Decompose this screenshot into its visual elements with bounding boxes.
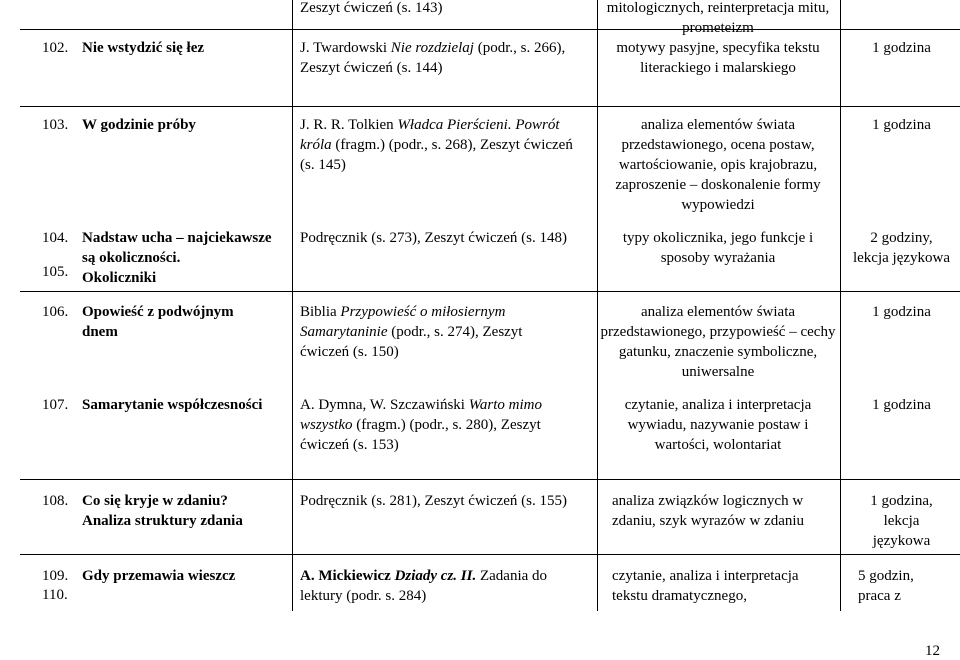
- reading-rest: (podr., s. 274), Zeszyt ćwiczeń (s. 150): [300, 324, 523, 360]
- lesson-number: 108.: [42, 493, 69, 509]
- reading-cell: [300, 228, 596, 248]
- lesson-title-text: Co się kryje w zdaniu? Analiza struktury zdania: [82, 493, 243, 529]
- reading-work: Warto mimo wszystko: [300, 397, 542, 433]
- lesson-title-text: Samarytanie współczesności: [82, 397, 263, 413]
- reading-author: A. Mickiewicz: [300, 568, 395, 584]
- lesson-number: 103.: [42, 117, 69, 133]
- hours-cell: [843, 491, 960, 551]
- topics-cell: [600, 395, 836, 455]
- topics-text: typy okolicznika, jego funkcje i sposoby wyrażania: [622, 230, 814, 266]
- hours-cell: [843, 395, 960, 415]
- reading-text: Podręcznik (s. 281), Zeszyt ćwiczeń (s. 155): [300, 493, 567, 509]
- rule: [840, 0, 841, 611]
- lesson-title: [82, 228, 287, 288]
- reading-cell: [300, 491, 596, 511]
- topics-cell: [600, 0, 836, 38]
- topics-cell: [600, 38, 836, 78]
- topics-text: analiza elementów świata przedstawionego, ocena postaw, wartościowanie, opis krajobrazu, zaproszenie – doskonalenie formy wypowiedzi: [615, 117, 821, 213]
- hours-text: 1 godzina: [872, 397, 931, 413]
- topics-text: mitologicznych, reinterpretacja mitu, prometeizm: [606, 0, 830, 36]
- topics-text: czytanie, analiza i interpretacja wywiadu, nazywanie postaw i wartości, wolontariat: [624, 397, 812, 453]
- hours-text: 2 godziny, lekcja językowa: [852, 230, 951, 266]
- lesson-title: [82, 302, 262, 342]
- hours-text: 1 godzina, lekcja językowa: [870, 493, 933, 549]
- hours-cell: [843, 38, 960, 58]
- reading-work: Przypowieść o miłosiernym Samarytaninie: [300, 304, 506, 340]
- lesson-title: [82, 38, 287, 58]
- hours-cell: [843, 302, 960, 322]
- reading-rest: (fragm.) (podr., s. 280), Zeszyt ćwiczeń (s. 153): [300, 417, 541, 453]
- reading-rest: Zadania do lektury (podr. s. 284): [300, 568, 548, 604]
- lesson-number: 107.: [42, 397, 69, 413]
- reading-cell: [300, 38, 594, 78]
- reading-rest: (podr., s. 266), Zeszyt ćwiczeń (s. 144): [300, 40, 566, 76]
- hours-text: 5 godzin, praca z: [858, 568, 914, 604]
- reading-text: Podręcznik (s. 273), Zeszyt ćwiczeń (s. 148): [300, 230, 567, 246]
- reading-author: A. Dymna, W. Szczawiński: [300, 397, 469, 413]
- hours-text: 1 godzina: [872, 40, 931, 56]
- reading-cell: [300, 0, 590, 18]
- reading-author: Biblia: [300, 304, 341, 320]
- lesson-number: 102.: [42, 40, 69, 56]
- rule: [20, 106, 960, 107]
- lesson-number: 109.: [42, 568, 69, 584]
- lesson-title-text: Okoliczniki: [82, 270, 157, 286]
- topics-text: czytanie, analiza i interpretacja tekstu dramatycznego,: [612, 568, 799, 604]
- topics-cell: [612, 491, 836, 531]
- reading-cell: [300, 302, 575, 362]
- topics-text: analiza elementów świata przedstawionego, przypowieść – cechy gatunku, znaczenie symboliczne, uniwersalne: [600, 304, 836, 380]
- reading-work: Nie rozdzielaj: [390, 40, 474, 56]
- hours-text: 1 godzina: [872, 117, 931, 133]
- reading-work: Dziady cz. II.: [394, 568, 477, 584]
- lesson-title-text: W godzinie próby: [82, 117, 196, 133]
- topics-cell: [600, 115, 836, 215]
- lesson-title: [82, 491, 272, 531]
- rule: [20, 554, 960, 555]
- hours-cell: [858, 566, 948, 606]
- hours-cell: [843, 228, 960, 268]
- reading-rest: (fragm.) (podr., s. 268), Zeszyt ćwiczeń (s. 145): [300, 137, 573, 173]
- lesson-title: [82, 115, 287, 135]
- reading-cell: [300, 566, 585, 606]
- topics-cell: [612, 566, 836, 606]
- rule: [20, 479, 960, 480]
- rule: [292, 0, 293, 611]
- lesson-title-text: Gdy przemawia wieszcz: [82, 568, 236, 584]
- reading-work: Władca Pierścieni. Powrót króla: [300, 117, 560, 153]
- reading-text: Zeszyt ćwiczeń (s. 143): [300, 0, 443, 16]
- topics-text: motywy pasyjne, specyfika tekstu literackiego i malarskiego: [616, 40, 820, 76]
- lesson-number: 106.: [42, 304, 69, 320]
- lesson-title-text: Nie wstydzić się łez: [82, 40, 205, 56]
- lesson-title-text: Opowieść z podwójnym dnem: [82, 304, 234, 340]
- lesson-number: 105.: [42, 264, 69, 280]
- topics-text: analiza związków logicznych w zdaniu, szyk wyrazów w zdaniu: [612, 493, 805, 529]
- reading-cell: [300, 115, 590, 175]
- reading-cell: [300, 395, 572, 455]
- lesson-title: [82, 566, 287, 586]
- page-number: 12: [925, 643, 940, 659]
- lesson-title-text: Nadstaw ucha – najciekawsze są okoliczności.: [82, 230, 272, 266]
- reading-author: J. Twardowski: [300, 40, 391, 56]
- reading-author: J. R. R. Tolkien: [300, 117, 398, 133]
- hours-cell: [843, 115, 960, 135]
- lesson-title: [82, 395, 292, 415]
- lesson-number: 110.: [42, 587, 68, 603]
- hours-text: 1 godzina: [872, 304, 931, 320]
- lesson-number: 104.: [42, 230, 69, 246]
- topics-cell: [600, 302, 836, 382]
- rule: [20, 291, 960, 292]
- topics-cell: [600, 228, 836, 268]
- rule: [597, 0, 598, 611]
